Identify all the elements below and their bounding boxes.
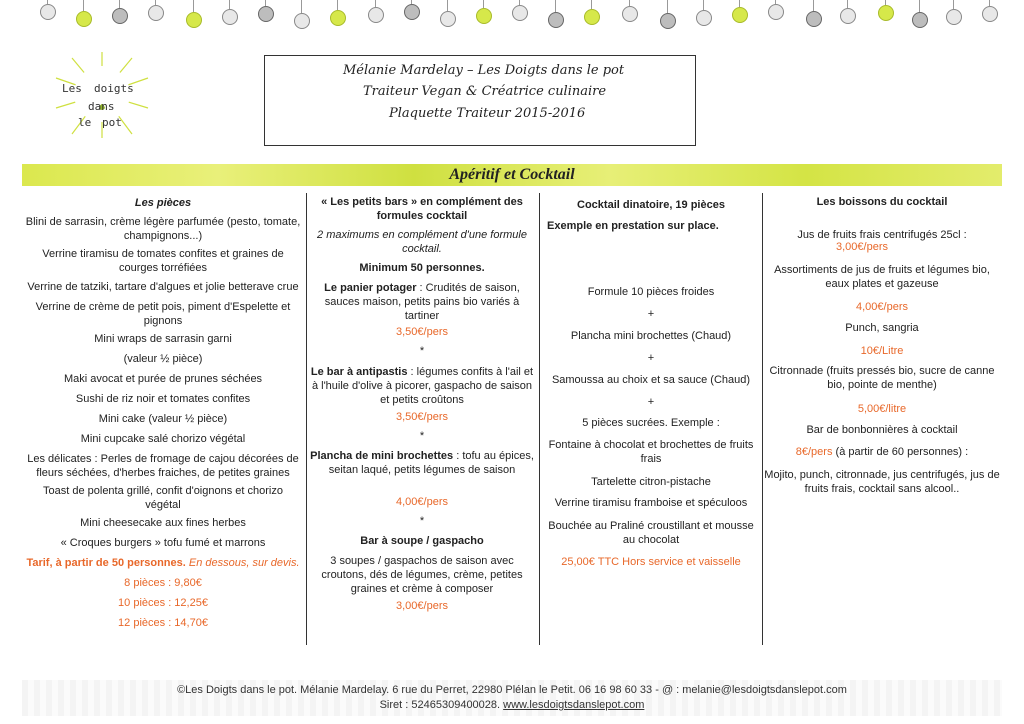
ornament-ball-icon	[622, 6, 638, 22]
ornament-ball-icon	[946, 9, 962, 25]
ornament-ball-icon	[840, 8, 856, 24]
price: 3,50€/pers	[396, 326, 448, 338]
bar-item: Le panier potager : Crudités de saison, sauces maison, petits pains bio variés à tartiner	[324, 282, 520, 322]
column-title: Cocktail dinatoire, 19 pièces	[577, 199, 725, 211]
subtitle: Exemple en prestation sur place.	[547, 220, 719, 232]
ornament-ball-icon	[76, 11, 92, 27]
ornament-string	[301, 0, 302, 13]
list-item: (valeur ½ pièce)	[123, 353, 203, 365]
bar-item: Plancha de mini brochettes : tofu au épices, seitan laqué, petits légumes de saison	[310, 450, 534, 476]
list-item: Maki avocat et purée de prunes séchées	[63, 373, 263, 385]
list-item: Tartelette citron-pistache	[591, 476, 711, 488]
list-item: +	[647, 396, 655, 408]
list-item: Verrine tiramisu de tomates confites et graines de courges torréfiées	[42, 248, 284, 274]
separator-star: *	[419, 345, 425, 357]
ornament-ball-icon	[440, 11, 456, 27]
logo	[52, 48, 152, 140]
ornament-garland	[0, 0, 1024, 40]
drink-note: 8€/pers (à partir de 60 personnes) :	[795, 446, 969, 458]
ornament-ball-icon	[806, 11, 822, 27]
price: 10€/Litre	[860, 345, 904, 357]
logo-word: le	[78, 116, 92, 129]
list-item: Mini cake (valeur ½ pièce)	[98, 413, 228, 425]
ornament-ball-icon	[294, 13, 310, 29]
website-link[interactable]: www.lesdoigtsdanslepot.com	[503, 699, 645, 711]
logo-word: Les	[62, 82, 82, 95]
bar-title: Bar à soupe / gaspacho	[360, 535, 484, 547]
list-item: Formule 10 pièces froides	[587, 286, 715, 298]
list-item: « Croques burgers » tofu fumé et marrons	[60, 537, 266, 549]
list-item: Verrine de crème de petit pois, piment d'Espelette et pignons	[35, 301, 291, 327]
price: 4,00€/pers	[396, 496, 448, 508]
column-title: Les pièces	[134, 197, 192, 209]
drink-item: Citronnade (fruits pressés bio, sucre de canne bio, pointe de menthe)	[769, 365, 995, 391]
ornament-string	[83, 0, 84, 11]
logo-word: doigts	[94, 82, 134, 95]
list-item: Mini wraps de sarrasin garni	[94, 333, 232, 345]
ornament-ball-icon	[548, 12, 564, 28]
ornament-ball-icon	[696, 10, 712, 26]
price: 3,00€/pers	[836, 241, 888, 253]
ornament-string	[193, 0, 194, 12]
ornament-string	[953, 0, 954, 9]
separator-star: *	[419, 515, 425, 527]
drink-item: Jus de fruits frais centrifugés 25cl :	[797, 229, 967, 241]
ornament-string	[375, 0, 376, 7]
ornament-ball-icon	[912, 12, 928, 28]
drink-item: Mojito, punch, citronnade, jus centrifugés, jus de fruits frais, cocktail sans alcool..	[764, 469, 1000, 495]
header-box	[264, 55, 696, 146]
ornament-ball-icon	[330, 10, 346, 26]
footer	[22, 680, 1002, 716]
drink-item: Punch, sangria	[845, 322, 919, 334]
ornament-ball-icon	[112, 8, 128, 24]
ornament-string	[119, 0, 120, 8]
price: 5,00€/litre	[857, 403, 907, 415]
list-item: Fontaine à chocolat et brochettes de fruits frais	[548, 439, 754, 465]
ornament-ball-icon	[982, 6, 998, 22]
list-item: Sushi de riz noir et tomates confites	[75, 393, 251, 405]
column-divider	[762, 193, 763, 645]
minimum: Minimum 50 personnes.	[359, 262, 485, 274]
drink-item: Bar de bonbonnières à cocktail	[806, 424, 958, 436]
header-title: Mélanie Mardelay – Les Doigts dans le pot	[343, 63, 625, 78]
list-item: Mini cheesecake aux fines herbes	[80, 517, 246, 529]
ornament-string	[813, 0, 814, 11]
ornament-string	[337, 0, 338, 10]
column-title: Les boissons du cocktail	[816, 196, 948, 208]
ornament-ball-icon	[878, 5, 894, 21]
header-year: Plaquette Traiteur 2015-2016	[389, 106, 586, 121]
ornament-string	[591, 0, 592, 9]
ornament-ball-icon	[660, 13, 676, 29]
price: 25,00€ TTC Hors service et vaisselle	[561, 556, 741, 568]
ornament-string	[447, 0, 448, 11]
price: 3,50€/pers	[396, 411, 448, 423]
section-title: Apéritif et Cocktail	[449, 166, 575, 183]
list-item: Verrine tiramisu framboise et spéculoos	[554, 497, 748, 509]
ornament-ball-icon	[148, 5, 164, 21]
ornament-string	[739, 0, 740, 7]
footer-siret: Siret : 52465309400028. www.lesdoigtsdanslepot.com	[379, 699, 645, 711]
price: 3,00€/pers	[396, 600, 448, 612]
price: 10 pièces : 12,25€	[118, 597, 208, 609]
header-subtitle: Traiteur Vegan & Créatrice culinaire	[363, 84, 607, 99]
ornament-ball-icon	[732, 7, 748, 23]
ornament-ball-icon	[512, 5, 528, 21]
ornament-ball-icon	[404, 4, 420, 20]
list-item: Bouchée au Praliné croustillant et mousse au chocolat	[548, 520, 754, 546]
column-divider	[539, 193, 540, 645]
ornament-string	[555, 0, 556, 12]
price: 4,00€/pers	[856, 301, 908, 313]
list-item: Verrine de tatziki, tartare d'algues et jolie betterave crue	[27, 281, 299, 293]
list-item: 5 pièces sucrées. Exemple :	[582, 417, 720, 429]
ornament-ball-icon	[258, 6, 274, 22]
column-title: « Les petits bars » en complément des formules cocktail	[321, 196, 523, 222]
ornament-ball-icon	[476, 8, 492, 24]
list-item: Blini de sarrasin, crème légère parfumée (pesto, tomate, champignons...)	[25, 216, 301, 242]
logo-word: pot	[102, 116, 122, 129]
price: 12 pièces : 14,70€	[118, 617, 208, 629]
ornament-string	[229, 0, 230, 9]
footer-contact: ©Les Doigts dans le pot. Mélanie Mardelay. 6 rue du Perret, 22980 Plélan le Petit. 06 16 98 60 33 - @ : melanie@lesdoigtsdanslepot.com	[177, 684, 847, 696]
drink-item: Assortiments de jus de fruits et légumes bio, eaux plates et gazeuse	[774, 264, 990, 290]
list-item: Les délicates : Perles de fromage de cajou décorées de fleurs séchées, d'herbes fraiches, de petites graines	[27, 453, 299, 479]
list-item: +	[647, 352, 655, 364]
price: 8 pièces : 9,80€	[124, 577, 202, 589]
list-item: Toast de polenta grillé, confit d'oignons et chorizo végétal	[43, 485, 283, 511]
ornament-string	[919, 0, 920, 12]
logo-word: dans	[88, 100, 115, 113]
tarif-note: Tarif, à partir de 50 personnes. En dessous, sur devis.	[26, 557, 300, 569]
ornament-ball-icon	[768, 4, 784, 20]
list-item: +	[647, 308, 655, 320]
bar-item: Le bar à antipastis : légumes confits à l'ail et à l'huile d'olive à picorer, gaspacho de saison et petits croûtons	[310, 366, 534, 406]
ornament-string	[703, 0, 704, 10]
column-divider	[306, 193, 307, 645]
note: 2 maximums en complément d'une formule cocktail.	[317, 229, 527, 255]
ornament-string	[483, 0, 484, 8]
ornament-string	[847, 0, 848, 8]
ornament-ball-icon	[222, 9, 238, 25]
list-item: Mini cupcake salé chorizo végétal	[80, 433, 246, 445]
ornament-ball-icon	[40, 4, 56, 20]
list-item: Plancha mini brochettes (Chaud)	[570, 330, 732, 342]
ornament-string	[667, 0, 668, 13]
list-item: Samoussa au choix et sa sauce (Chaud)	[551, 374, 751, 386]
bar-item: 3 soupes / gaspachos de saison avec croutons, dés de légumes, crème, petites graines et crème à composer	[321, 555, 523, 595]
ornament-ball-icon	[584, 9, 600, 25]
separator-star: *	[419, 430, 425, 442]
ornament-ball-icon	[368, 7, 384, 23]
ornament-ball-icon	[186, 12, 202, 28]
